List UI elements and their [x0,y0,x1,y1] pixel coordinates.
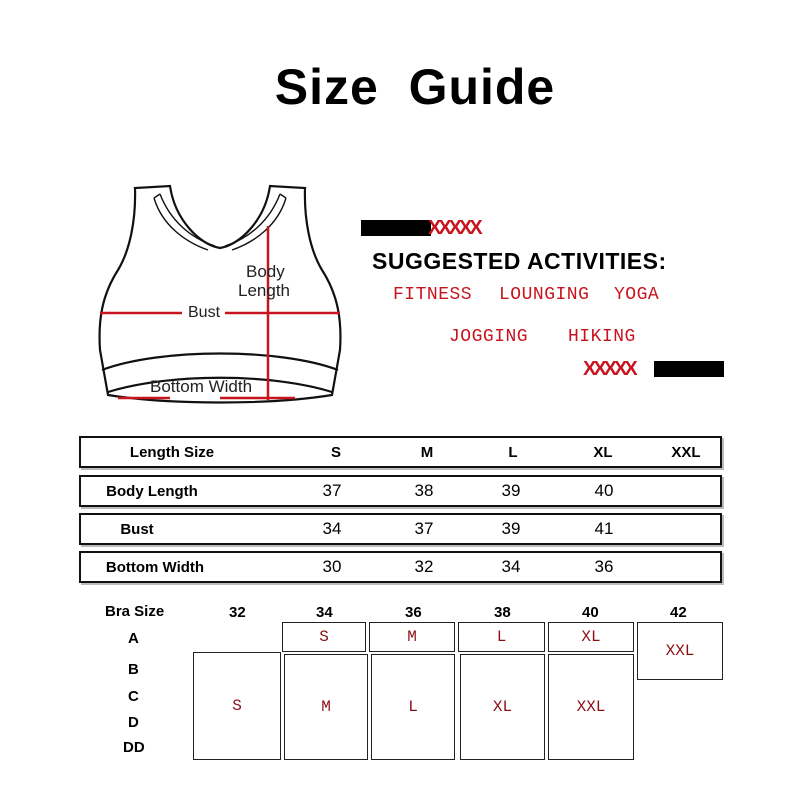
table-cell: 30 [322,557,342,576]
row-label-bust: Bust [120,520,154,538]
activity-fitness: FITNESS [393,285,473,305]
size-cell-b-dd-38 [460,654,545,760]
table-cell: 37 [322,481,342,500]
cup-a: A [128,630,139,647]
row-label-body-length: Body Length [106,482,198,500]
body-length-label-line2: Length [238,281,290,300]
size-cell-a-34 [282,622,366,652]
bra-size-label: Bra Size [105,603,165,620]
body-length-label [238,262,290,300]
band-38: 38 [494,604,511,621]
band-36: 36 [405,604,422,621]
cross-marks-bottom: XXXXX [583,358,635,380]
cup-c: C [128,688,139,705]
length-size-label: Length Size [129,443,215,461]
table-cell: 39 [501,519,521,538]
table-row [79,475,722,507]
table-cell: 38 [414,481,434,500]
size-xxl: XXL [671,443,701,461]
activities-heading: SUGGESTED ACTIVITIES: [372,248,667,274]
size-value: M [321,698,331,716]
table-cell: 41 [594,519,614,538]
size-value: XL [492,698,513,716]
activity-hiking: HIKING [568,327,636,347]
activity-lounging: LOUNGING [499,285,590,305]
size-value: L [408,698,418,716]
size-cell-a-40 [548,622,634,652]
size-cell-b-dd-32 [193,652,281,760]
size-value: S [232,697,242,715]
size-value: L [496,628,507,646]
bottom-width-label: Bottom Width [150,377,253,396]
table-cell: 32 [414,557,434,576]
size-s: S [330,443,341,461]
bust-label: Bust [188,304,221,321]
table-cell: 39 [501,481,521,500]
size-cell-a-42 [637,622,723,680]
band-42: 42 [670,604,687,621]
row-label-bottom-width: Bottom Width [105,558,205,576]
size-cell-b-dd-36 [371,654,455,760]
cross-marks-top: XXXXX [428,217,480,239]
size-value: XXL [576,698,606,716]
size-cell-b-dd-40 [548,654,634,760]
size-value: XXL [665,642,695,660]
page-title: Size Guide [274,59,556,115]
table-cell: 34 [501,557,521,576]
size-value: M [407,628,417,646]
size-value: XL [581,628,601,646]
cup-b: B [128,661,139,678]
size-m: M [420,443,434,461]
size-header-row [79,436,722,468]
size-l: L [508,443,518,461]
size-cell-b-dd-34 [284,654,368,760]
band-32: 32 [229,604,246,621]
table-cell: 36 [594,557,614,576]
activity-jogging: JOGGING [449,327,529,347]
band-40: 40 [582,604,599,621]
table-cell: 34 [322,519,342,538]
decor-bar-top [361,220,431,236]
band-34: 34 [316,604,333,621]
size-cell-a-38 [458,622,545,652]
size-cell-a-36 [369,622,455,652]
table-row [79,551,722,583]
sports-bra-illustration [90,180,350,410]
decor-bar-bottom [654,361,724,377]
activity-yoga: YOGA [614,285,660,305]
table-cell: 37 [414,519,434,538]
size-value: S [319,628,329,646]
table-row [79,513,722,545]
table-cell: 40 [594,481,614,500]
size-xl: XL [593,443,613,461]
body-length-label-line1: Body [246,262,285,281]
cup-dd: DD [123,739,145,756]
cup-d: D [128,714,139,731]
